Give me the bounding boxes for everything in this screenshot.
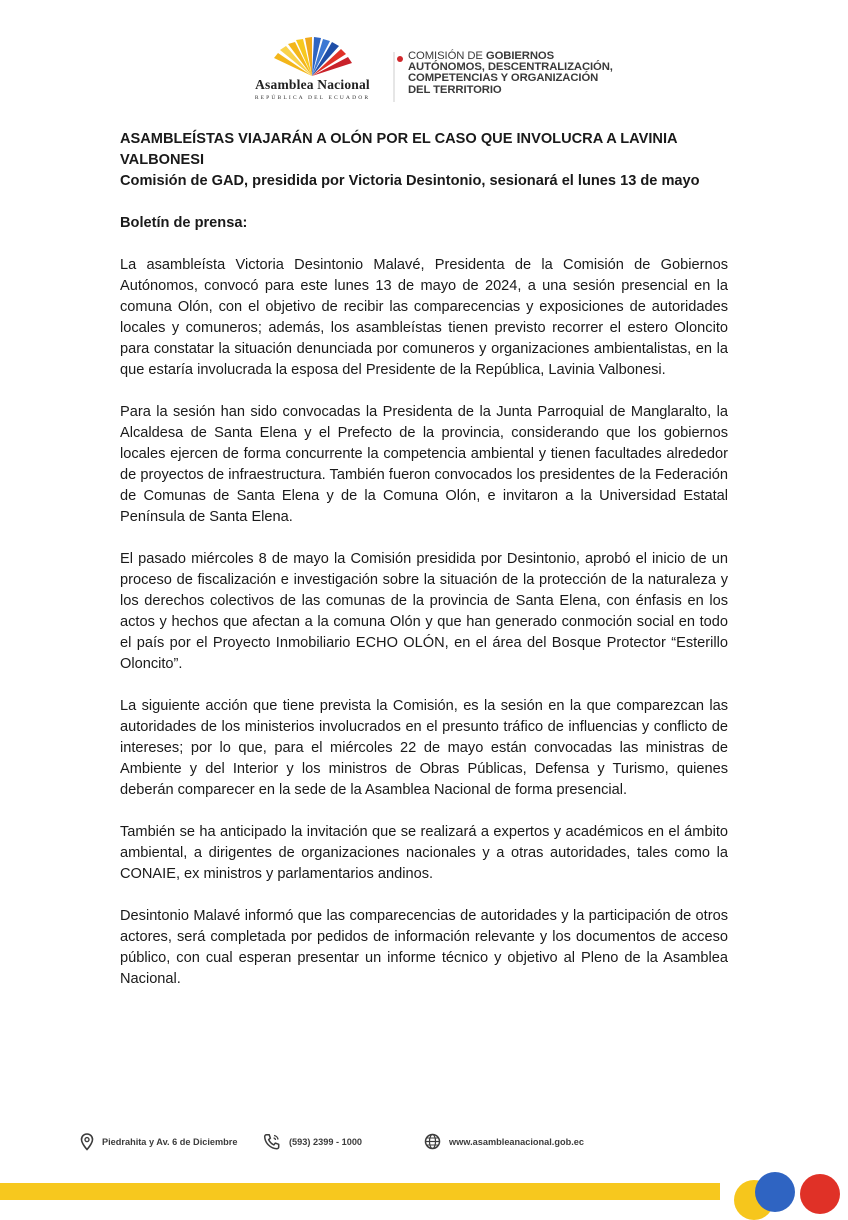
paragraph: El pasado miércoles 8 de mayo la Comisión presidida por Desintonio, aprobó el inicio de un proceso de fiscalización e investigación sobre la situación de la protección de la naturaleza y los derechos colectivos de las comunas de la provincia de Santa Elena, con énfasis en los actos y hechos que afectan a la comuna Olón y que han generado conmoción social en todo el país por el Proyecto Inmobiliario ECHO OLÓN, en el área del Bosque Protector “Esterillo Oloncito”. (120, 551, 728, 672)
comision-line2: AUTÓNOMOS, DESCENTRALIZACIÓN, (408, 61, 613, 74)
comision-line1-prefix: COMISIÓN DE (408, 50, 486, 62)
press-release-subtitle: Comisión de GAD, presidida por Victoria Desintonio, sesionará el lunes 13 de mayo (120, 173, 700, 189)
phone-icon (263, 1133, 281, 1151)
decorative-blue-circle (755, 1172, 795, 1212)
footer-phone-text: (593) 2399 - 1000 (289, 1137, 363, 1147)
press-release-title: ASAMBLEÍSTAS VIAJARÁN A OLÓN POR EL CASO QUE INVOLUCRA A LAVINIA VALBONESI (120, 131, 678, 168)
asamblea-logo-icon (262, 36, 362, 78)
paragraph: La asambleísta Victoria Desintonio Malavé, Presidenta de la Comisión de Gobiernos Autónomos, convocó para este lunes 13 de mayo de 2024, a una sesión presencial en la comuna Olón, con el objetivo de recibir las comparecencias y exposiciones de autoridades locales y comuneros; además, los asambleístas tienen previsto recorrer el estero Oloncito para constatar la situación denunciada por comuneros y organizaciones ambientalistas, en la que estaría involucrada la esposa del Presidente de la República, Lavinia Valbonesi. (120, 257, 728, 378)
footer-address-text: Piedrahita y Av. 6 de Diciembre (102, 1137, 238, 1147)
document-header (0, 0, 848, 115)
paragraph: También se ha anticipado la invitación que se realizará a expertos y académicos en el ámbito ambiental, a dirigentes de organizaciones nacionales y a otras autoridades, tales como la CONAIE, ex ministros y parlamentarios andinos. (120, 824, 728, 882)
comision-line3: COMPETENCIAS Y ORGANIZACIÓN (408, 72, 599, 85)
paragraph: La siguiente acción que tiene prevista la Comisión, es la sesión en la que comparezcan las autoridades de los ministerios involucrados en el presunto tráfico de influencias y conflicto de intereses; por lo que, para el miércoles 22 de mayo están convocadas las ministras de Ambiente y del Interior y los ministros de Obras Públicas, Defensa y Turismo, quienes deberán comparecer en la sede de la Asamblea Nacional de forma presencial. (120, 698, 728, 798)
footer-address (80, 1133, 237, 1151)
boletin-label: Boletín de prensa: (120, 215, 248, 231)
paragraph: Para la sesión han sido convocadas la Presidenta de la Junta Parroquial de Manglaralto, la Alcaldesa de Santa Elena y el Prefecto de la provincia, considerando que los gobiernos locales ejercen de forma concurrente la competencia ambiental y tienen facultades alrededor de proyectos de infraestructura. También fueron convocados los presidentes de la Federación de Comunas de Santa Elena y de la Comuna Olón, e invitaron a la Universidad Estatal Península de Santa Elena. (120, 404, 728, 525)
paragraph: Desintonio Malavé informó que las comparecencias de autoridades y la participación de otros actores, será completada por pedidos de información relevante y los documentos de acceso público, con cual esperan presentar un informe técnico y objetivo al Pleno de la Asamblea Nacional. (120, 908, 728, 987)
press-release-body (120, 129, 728, 990)
logo-subtitle: REPÚBLICA DEL ECUADOR (254, 95, 371, 101)
footer-website[interactable] (424, 1133, 584, 1150)
header-divider (393, 52, 395, 102)
footer-phone (263, 1133, 362, 1151)
document-footer (0, 1133, 848, 1159)
comision-line1-bold: GOBIERNOS (485, 50, 555, 62)
location-pin-icon (80, 1133, 94, 1151)
decorative-red-circle (800, 1174, 840, 1214)
footer-website-link[interactable]: www.asambleanacional.gob.ec (449, 1136, 584, 1147)
footer-yellow-bar (0, 1183, 720, 1200)
comision-bullet-dot (397, 56, 403, 62)
logo-wordmark: Asamblea Nacional (255, 77, 370, 92)
comision-name (408, 51, 613, 96)
comision-line4: DEL TERRITORIO (408, 83, 502, 96)
globe-icon (424, 1133, 441, 1150)
